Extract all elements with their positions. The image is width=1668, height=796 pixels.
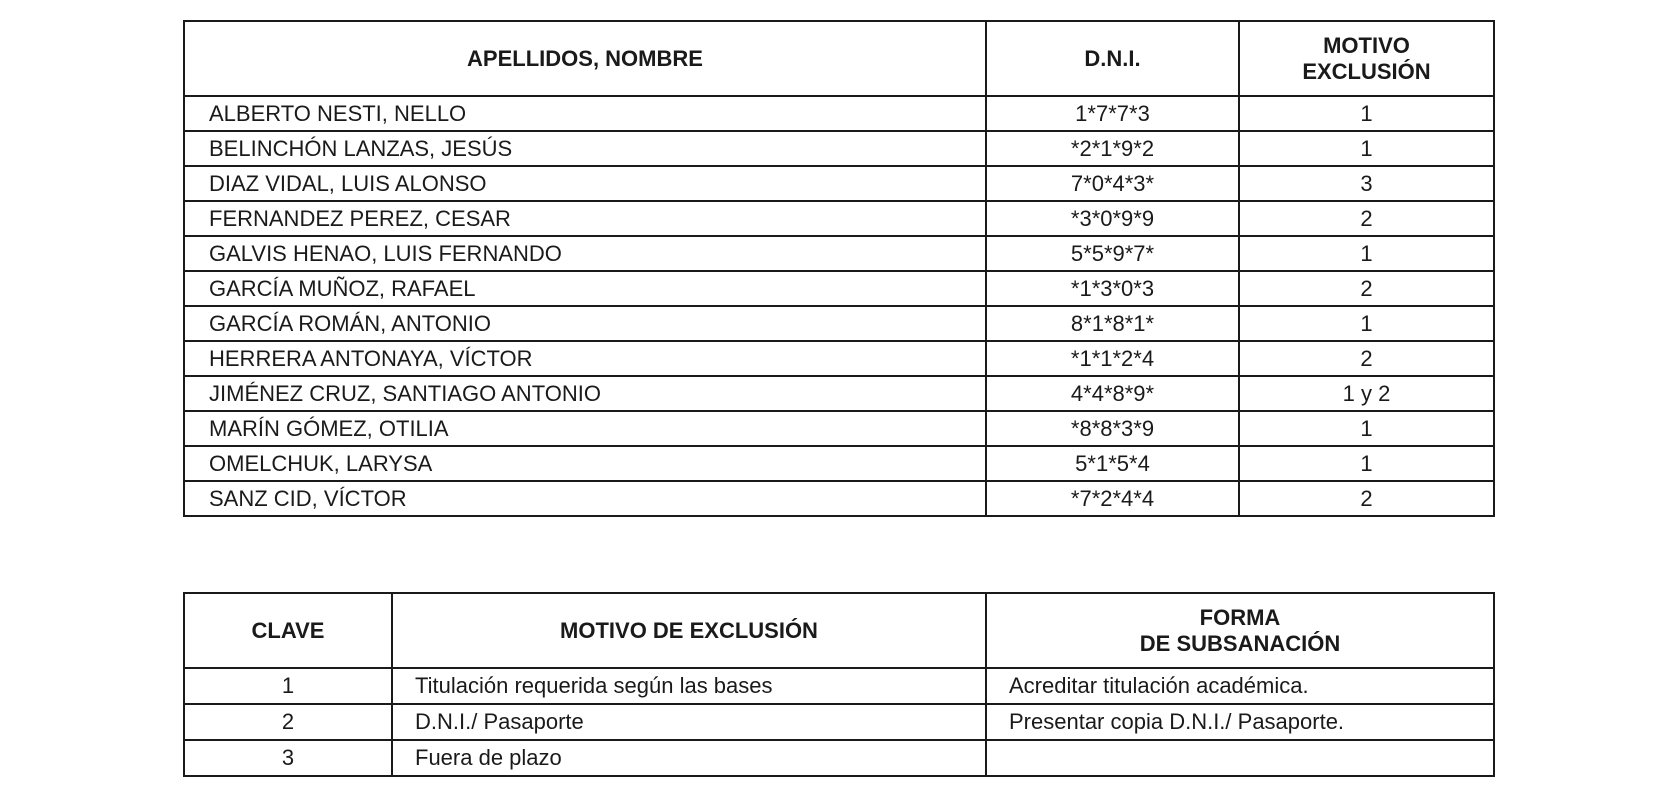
header-forma-line2: DE SUBSANACIÓN — [1139, 630, 1341, 656]
header-motivo-line1: MOTIVO — [1323, 32, 1410, 58]
table-row — [184, 411, 1494, 446]
applicant-name-cell: FERNANDEZ PEREZ, CESAR — [184, 201, 986, 236]
applicant-motivo-cell: 1 — [1239, 236, 1494, 271]
reason-clave-cell: 2 — [184, 704, 392, 740]
applicant-name-cell: HERRERA ANTONAYA, VÍCTOR — [184, 341, 986, 376]
reasons-table-body — [184, 668, 1494, 776]
header-dni: D.N.I. — [986, 21, 1239, 96]
applicant-dni-cell: *2*1*9*2 — [986, 131, 1239, 166]
applicant-dni-cell: 1*7*7*3 — [986, 96, 1239, 131]
excluded-table-header-row — [184, 21, 1494, 96]
applicant-motivo-cell: 3 — [1239, 166, 1494, 201]
excluded-applicants-table — [183, 20, 1495, 517]
applicant-name-cell: DIAZ VIDAL, LUIS ALONSO — [184, 166, 986, 201]
header-forma-line1: FORMA — [1199, 604, 1281, 630]
table-row — [184, 131, 1494, 166]
reason-clave-cell: 1 — [184, 668, 392, 704]
applicant-motivo-cell: 1 y 2 — [1239, 376, 1494, 411]
applicant-name-cell: MARÍN GÓMEZ, OTILIA — [184, 411, 986, 446]
applicant-dni-cell: 5*1*5*4 — [986, 446, 1239, 481]
applicant-dni-cell: 5*5*9*7* — [986, 236, 1239, 271]
header-apellidos-nombre: APELLIDOS, NOMBRE — [184, 21, 986, 96]
applicant-name-cell: SANZ CID, VÍCTOR — [184, 481, 986, 516]
applicant-name-cell: ALBERTO NESTI, NELLO — [184, 96, 986, 131]
applicant-name-cell: OMELCHUK, LARYSA — [184, 446, 986, 481]
applicant-motivo-cell: 2 — [1239, 271, 1494, 306]
applicant-name-cell: GARCÍA MUÑOZ, RAFAEL — [184, 271, 986, 306]
table-row — [184, 166, 1494, 201]
header-motivo-exclusion — [1239, 21, 1494, 96]
applicant-motivo-cell: 1 — [1239, 131, 1494, 166]
exclusion-reasons-table — [183, 592, 1495, 777]
reason-motivo-cell: Fuera de plazo — [392, 740, 986, 776]
table-row — [184, 96, 1494, 131]
applicant-motivo-cell: 1 — [1239, 411, 1494, 446]
applicant-motivo-cell: 1 — [1239, 96, 1494, 131]
table-row — [184, 341, 1494, 376]
reason-motivo-cell: Titulación requerida según las bases — [392, 668, 986, 704]
excluded-table-body — [184, 96, 1494, 516]
table-row — [184, 306, 1494, 341]
table-row — [184, 481, 1494, 516]
header-forma-de-subsanacion — [986, 593, 1494, 668]
applicant-dni-cell: *7*2*4*4 — [986, 481, 1239, 516]
reason-motivo-cell: D.N.I./ Pasaporte — [392, 704, 986, 740]
applicant-name-cell: GALVIS HENAO, LUIS FERNANDO — [184, 236, 986, 271]
applicant-motivo-cell: 2 — [1239, 201, 1494, 236]
applicant-motivo-cell: 1 — [1239, 446, 1494, 481]
applicant-dni-cell: *8*8*3*9 — [986, 411, 1239, 446]
applicant-dni-cell: 7*0*4*3* — [986, 166, 1239, 201]
header-motivo-line2: EXCLUSIÓN — [1302, 58, 1431, 84]
table-row — [184, 376, 1494, 411]
applicant-motivo-cell: 2 — [1239, 481, 1494, 516]
reasons-table-header-row — [184, 593, 1494, 668]
table-row — [184, 446, 1494, 481]
applicant-motivo-cell: 1 — [1239, 306, 1494, 341]
table-row — [184, 704, 1494, 740]
applicant-dni-cell: *3*0*9*9 — [986, 201, 1239, 236]
applicant-dni-cell: *1*1*2*4 — [986, 341, 1239, 376]
applicant-dni-cell: 8*1*8*1* — [986, 306, 1239, 341]
reason-forma-cell: Acreditar titulación académica. — [986, 668, 1494, 704]
applicant-name-cell: BELINCHÓN LANZAS, JESÚS — [184, 131, 986, 166]
reason-clave-cell: 3 — [184, 740, 392, 776]
applicant-dni-cell: *1*3*0*3 — [986, 271, 1239, 306]
applicant-name-cell: GARCÍA ROMÁN, ANTONIO — [184, 306, 986, 341]
applicant-name-cell: JIMÉNEZ CRUZ, SANTIAGO ANTONIO — [184, 376, 986, 411]
header-clave: CLAVE — [184, 593, 392, 668]
table-row — [184, 668, 1494, 704]
reason-forma-cell: Presentar copia D.N.I./ Pasaporte. — [986, 704, 1494, 740]
header-motivo-de-exclusion: MOTIVO DE EXCLUSIÓN — [392, 593, 986, 668]
table-row — [184, 201, 1494, 236]
table-row — [184, 236, 1494, 271]
table-row — [184, 740, 1494, 776]
reason-forma-cell — [986, 740, 1494, 776]
applicant-dni-cell: 4*4*8*9* — [986, 376, 1239, 411]
table-row — [184, 271, 1494, 306]
applicant-motivo-cell: 2 — [1239, 341, 1494, 376]
